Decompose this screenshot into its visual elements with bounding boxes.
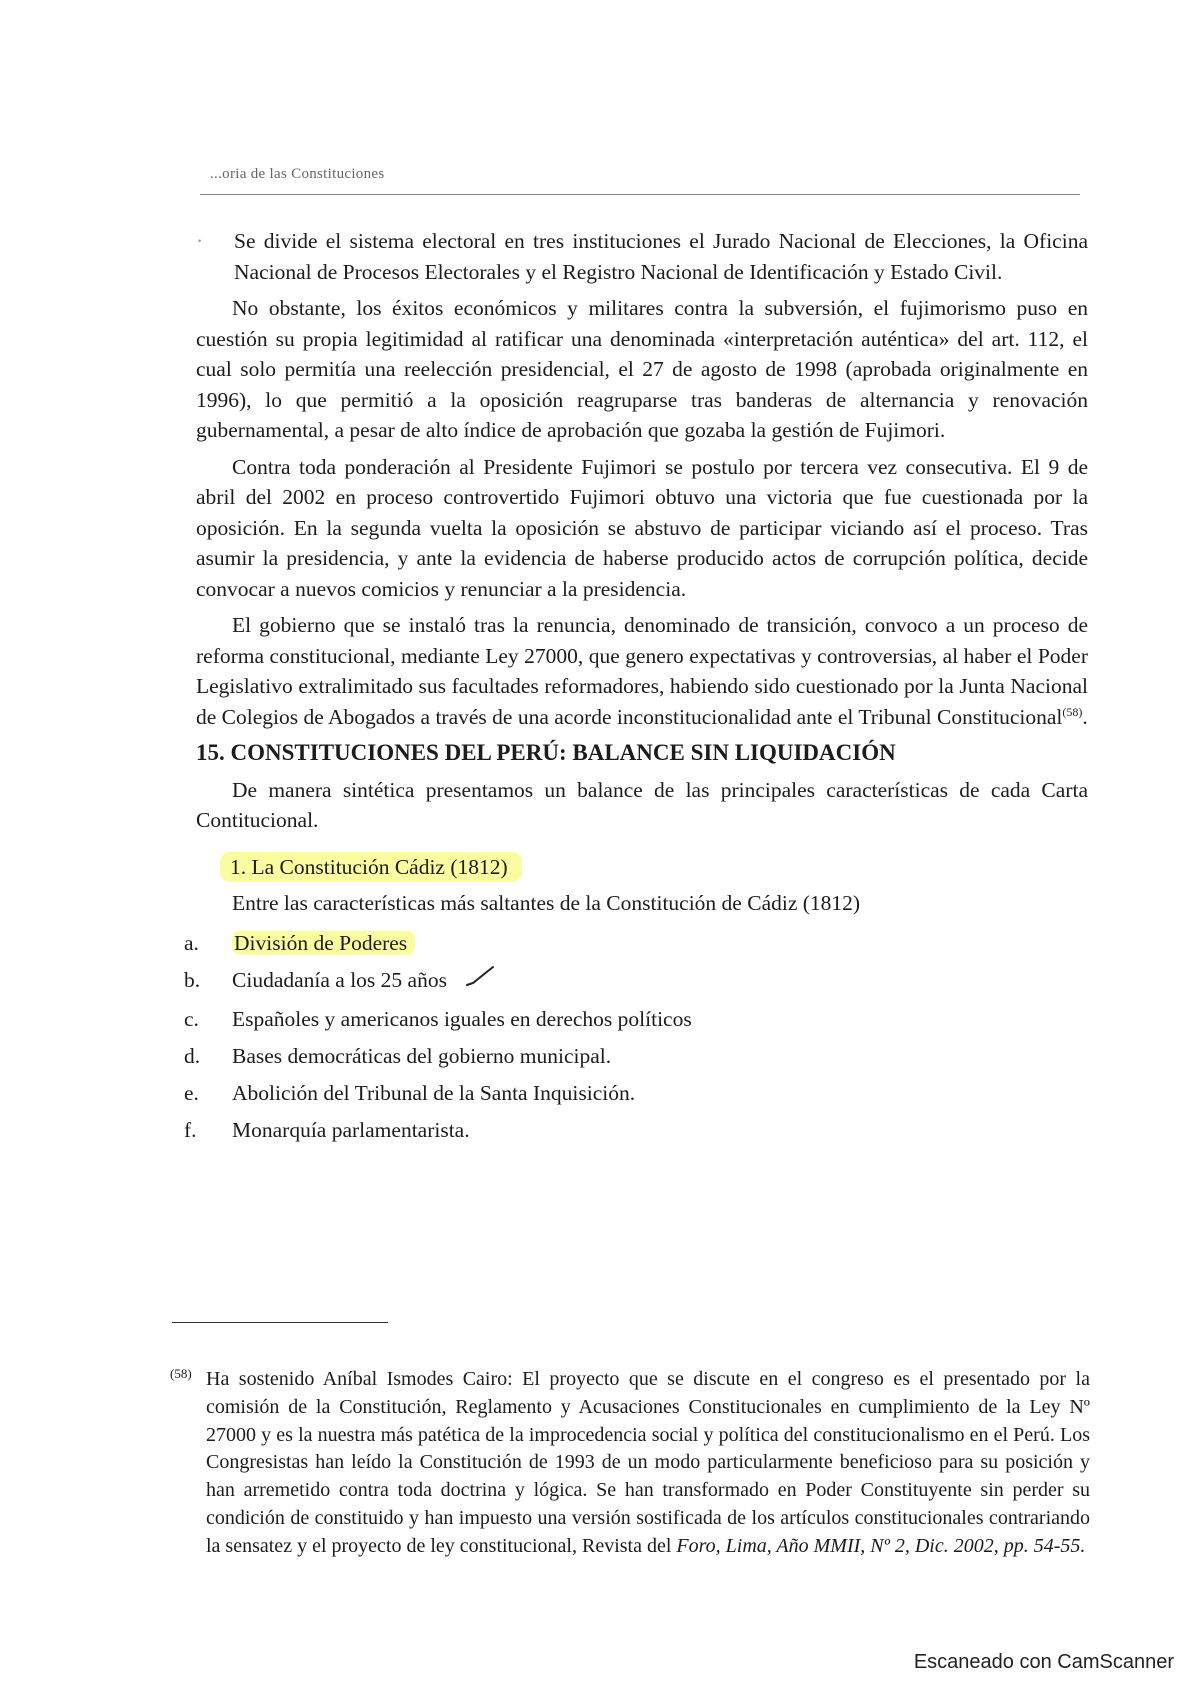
paragraph-tercera-vez: Contra toda ponderación al Presidente Fujimori se postulo por tercera vez consecutiva. El 9 de abril del 2002 en proceso controvertido Fujimori obtuvo una victoria que fue cuestionada por la oposición. En la segunda vuelta la oposición se abstuvo de participar viciando así el proceso. Tras asumir la presidencia, y ante la evidencia de haberse producido actos de corrupción política, decide convocar a nuevos comicios y renunciar a la presidencia. [196, 454, 1088, 601]
list-item: f. Monarquía parlamentarista. [184, 1117, 470, 1142]
section-intro: De manera sintética presentamos un balance de las principales características de cada Carta Contitucional. [196, 777, 1088, 832]
list-item: e. Abolición del Tribunal de la Santa Inquisición. [184, 1080, 636, 1105]
bullet-mark: · [196, 229, 204, 253]
body-text [184, 226, 1088, 1149]
paragraph-electoral: · Se divide el sistema electoral en tres instituciones el Jurado Nacional de Elecciones, la Oficina Nacional de Procesos Electorales y el Registro Nacional de Identificación y Estado Civil. [196, 226, 1088, 287]
paragraph-fujimorismo: No obstante, los éxitos económicos y militares contra la subversión, el fujimorismo puso en cuestión su propia legitimidad al ratificar una denominada «interpretación auténtica» del art. 112, el cual solo permitía una reelección presidencial, el 27 de agosto de 1998 (aprobada originalmente en 1996), lo que permitió a la oposición reagruparse tras banderas de alternancia y renovación gubernamental, a pesar de alto índice de aprobación que gozaba la gestión de Fujimori. [196, 296, 1088, 442]
section-title: 15. CONSTITUCIONES DEL PERÚ: BALANCE SIN LIQUIDACIÓN [196, 740, 896, 765]
footnote-58 [170, 1366, 1090, 1561]
subheading-container [196, 852, 1088, 883]
paragraph-transicion: El gobierno que se instaló tras la renuncia, denominado de transición, convoco a un proceso de reforma constitucional, mediante Ley 27000, que genero expectativas y controversias, al haber el Poder Legislativo extralimitado sus facultades reformadores, habiendo sido cuestionado por la Junta Nacional de Colegios de Abogados a través de una acorde inconstitucionalidad ante el Tribunal Constitucional$^{(58)}$. [196, 613, 1088, 729]
list-item: a. División de Poderes [196, 925, 1088, 962]
list-item: b. Ciudadanía a los 25 años [196, 962, 1088, 1001]
check-mark-icon [465, 963, 495, 1001]
header-rule [200, 194, 1080, 195]
list-item: d. Bases democráticas del gobierno municipal. [184, 1043, 612, 1068]
footnote-reference: (58) [1062, 704, 1083, 719]
running-head: ...oria de las Constituciones [210, 166, 385, 182]
footnote-citation: Foro, Lima, Año MMII, Nº 2, Dic. 2002, pp. 54-55. [676, 1534, 1086, 1557]
camscanner-watermark: Escaneado con CamScanner [913, 1651, 1174, 1673]
footnote-number: (58) [170, 1366, 192, 1381]
list-item: c. Españoles y americanos iguales en derechos políticos [184, 1006, 692, 1031]
footnote-text: Ha sostenido Aníbal Ismodes Cairo: El proyecto que se discute en el congreso es el presentado por la comisión de la Constitución, Reglamento y Acusaciones Constitucionales en cumplimiento de la Ley Nº 27000 y es la nuestra más patética de la improcedencia social y política del constitucionalismo en el Perú. Los Congresistas han leído la Constitución de 1993 de un modo particularmente beneficioso para su posición y han arremetido contra toda doctrina y lógica. Se han transformado en Poder Constituyente sin perder su condición de constituido y han impuesto una versión sostificada de los artículos constitucionales contrariando la sensatez y el proyecto de ley constitucional, Revista del [206, 1368, 1090, 1557]
features-list [184, 925, 1088, 1149]
footnote-rule [172, 1322, 388, 1323]
subheading-cadiz: 1. La Constitución Cádiz (1812) [220, 852, 522, 883]
list-lead: Entre las características más saltantes de la Constitución de Cádiz (1812) [232, 891, 861, 915]
